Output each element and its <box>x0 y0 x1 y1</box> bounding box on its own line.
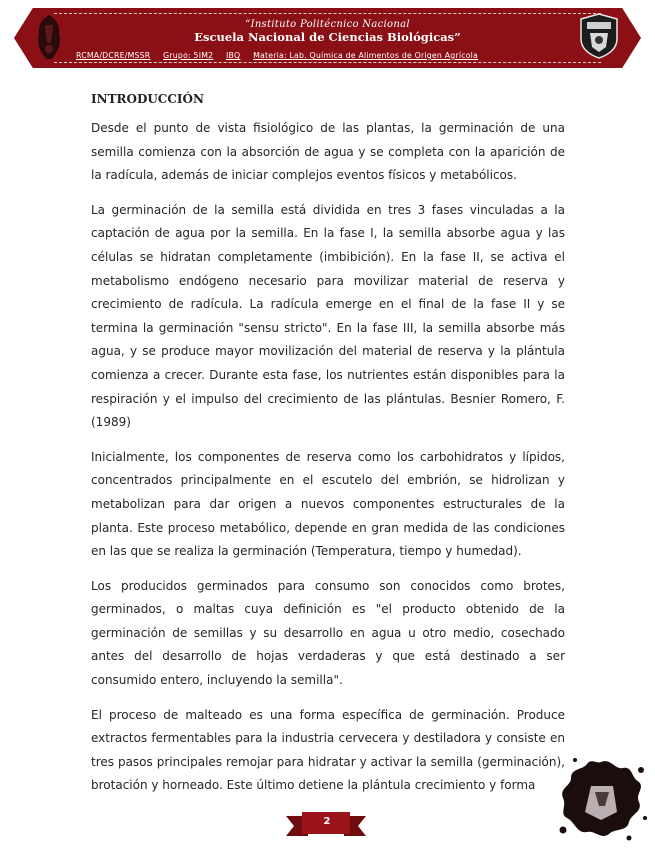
ipn-emblem-icon <box>32 13 66 61</box>
paragraph: El proceso de malteado es una forma específica de germinación. Produce extractos fermentables para la industria cervecera y destiladora y consiste en tres pasos principales remojar para hidratar y activar la semilla (germinación), brotación y horneado. Este último detiene la plántula crecimiento y forma <box>91 707 565 793</box>
header-meta <box>76 51 566 60</box>
header-institution: “Instituto Politécnico Nacional <box>245 19 410 30</box>
document-body <box>91 92 565 809</box>
header-group: Grupo: 5IM2 <box>163 51 214 60</box>
header-subject: Materia: Lab. Química de Alimentos de Origen Agrícola <box>253 51 479 60</box>
encb-shield-icon <box>578 13 620 59</box>
page-number: 2 <box>323 816 331 827</box>
header-school: Escuela Nacional de Ciencias Biológicas” <box>194 30 461 44</box>
ink-splatter-icon <box>555 748 647 844</box>
header-authors: RCMA/DCRE/MSSR <box>76 51 151 60</box>
header-program: IBQ <box>225 51 241 60</box>
paragraph: La germinación de la semilla está dividida en tres 3 fases vinculadas a la captación de agua por la semilla. En la fase I, la semilla absorbe agua y las células se hidratan completamente (imbibición). En la fase II, se activa el metabolismo endógeno necesario para movilizar material de reserva y crecimiento de radícula. La radícula emerge en el final de la fase II y se termina la germinación "sensu stricto". En la fase III, la semilla absorbe más agua, y se produce mayor movilización del material de reserva y la plántula comienza a crecer. Durante esta fase, los nutrientes están disponibles para la respiración y el impulso del crecimiento de las plántulas. Besnier Romero, F. (1989) <box>91 202 565 430</box>
paragraph: Desde el punto de vista fisiológico de las plantas, la germinación de una semilla comienza con la absorción de agua y se completa con la aparición de la radícula, además de iniciar complejos eventos físicos y metabólicos. <box>91 121 565 183</box>
paragraph: Los producidos germinados para consumo son conocidos como brotes, germinados, o maltas cuya definición es "el producto obtenido de la germinación de semillas y su desarrollo en agua u otro medio, cosechado antes del desarrollo de hojas verdaderas y que está destinado a ser consumido entero, incluyendo la semilla". <box>91 578 565 688</box>
paragraph: Inicialmente, los componentes de reserva como los carbohidratos y lípidos, concentrados principalmente en el escutelo del embrión, se hidrolizan y metabolizan para dar origen a nuevos componentes estructurales de la planta. Este proceso metabólico, depende en gran medida de las condiciones en las que se realiza la germinación (Temperatura, tiempo y humedad). <box>91 449 565 559</box>
section-heading: INTRODUCCIÓN <box>91 92 204 106</box>
